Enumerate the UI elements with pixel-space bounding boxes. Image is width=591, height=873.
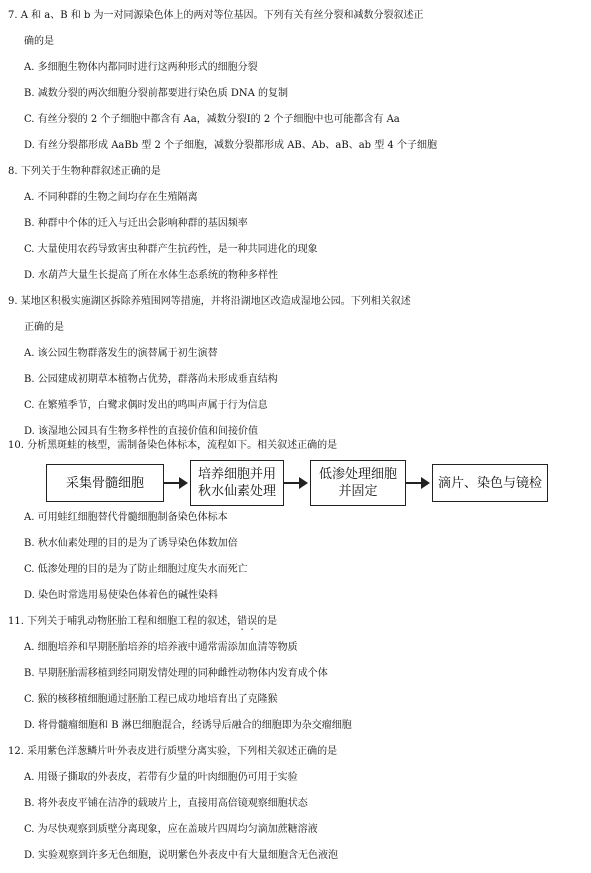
- question-9-option-d: D. 该湿地公园具有生物多样性的直接价值和间接价值: [24, 426, 259, 437]
- flow-step-2-line1: 培养细胞并用: [197, 467, 276, 482]
- question-12-option-c: C. 为尽快观察到质壁分离现象，应在盖玻片四周均匀滴加蔗糖溶液: [24, 824, 318, 835]
- question-11-stem-emphasis: 错误: [237, 616, 258, 627]
- flow-step-4-label: 滴片、染色与镜检: [437, 475, 542, 491]
- question-8-option-a: A. 不同种群的生物之间均存在生殖隔离: [24, 192, 198, 203]
- question-9-option-c: C. 在繁殖季节，白鹭求偶时发出的鸣叫声属于行为信息: [24, 400, 268, 411]
- question-7-option-c: C. 有丝分裂的 2 个子细胞中都含有 Aa，减数分裂Ⅰ的 2 个子细胞中也可能都含有 Aa: [24, 114, 400, 125]
- question-12-stem: 12. 采用紫色洋葱鳞片叶外表皮进行质壁分离实验，下列相关叙述正确的是: [8, 746, 338, 757]
- question-12-option-a: A. 用镊子撕取的外表皮，若带有少量的叶肉细胞仍可用于实验: [24, 772, 298, 783]
- question-11-stem-pre: 11. 下列关于哺乳动物胚胎工程和细胞工程的叙述，: [8, 616, 238, 627]
- question-7-stem-line2: 确的是: [24, 36, 54, 47]
- question-7-option-d: D. 有丝分裂都形成 AaBb 型 2 个子细胞，减数分裂都形成 AB、Ab、aB、ab 型 4 个子细胞: [24, 140, 437, 151]
- question-12-option-d: D. 实验观察到许多无色细胞，说明紫色外表皮中有大量细胞含无色液泡: [24, 850, 339, 861]
- flow-step-2-line2: 秋水仙素处理: [197, 484, 276, 499]
- question-10-option-d: D. 染色时常选用易使染色体着色的碱性染料: [24, 590, 219, 601]
- question-7-option-a: A. 多细胞生物体内都同时进行这两种形式的细胞分裂: [24, 62, 258, 73]
- question-10-option-b: B. 秋水仙素处理的目的是为了诱导染色体数加倍: [24, 538, 238, 549]
- question-9-option-a: A. 该公园生物群落发生的演替属于初生演替: [24, 348, 218, 359]
- question-11-stem: [0, 612, 591, 633]
- flow-step-3-line1: 低渗处理细胞: [318, 467, 397, 482]
- question-11-stem-post: 的是: [257, 616, 278, 627]
- question-11-option-b: B. 早期胚胎需移植到经同期发情处理的同种雌性动物体内发育成个体: [24, 668, 328, 679]
- question-9-option-b: B. 公园建成初期草本植物占优势，群落尚未形成垂直结构: [24, 374, 278, 385]
- question-11-option-d: D. 将骨髓瘤细胞和 B 淋巴细胞混合，经诱导后融合的细胞即为杂交瘤细胞: [24, 720, 352, 731]
- flow-step-1: [46, 464, 164, 502]
- flow-arrow-3: [406, 482, 428, 484]
- question-7-stem-line1: 7. A 和 a、B 和 b 为一对同源染色体上的两对等位基因。下列有关有丝分裂和减数分裂叙述正: [8, 10, 424, 21]
- question-9-stem-line1: 9. 某地区积极实施湖区拆除养殖围网等措施，并将沿湖地区改造成湿地公园。下列相关叙述: [8, 296, 411, 307]
- flow-step-3-line2: 并固定: [338, 484, 378, 499]
- question-10-option-a: A. 可用蛙红细胞替代骨髓细胞制备染色体标本: [24, 512, 228, 523]
- flow-arrow-2: [284, 482, 306, 484]
- question-8-option-b: B. 种群中个体的迁入与迁出会影响种群的基因频率: [24, 218, 248, 229]
- flowchart: [0, 460, 591, 508]
- question-8-stem: 8. 下列关于生物种群叙述正确的是: [8, 166, 161, 177]
- flow-step-4: [432, 464, 548, 502]
- flow-step-2: [190, 460, 284, 506]
- question-7-option-b: B. 减数分裂的两次细胞分裂前都要进行染色质 DNA 的复制: [24, 88, 289, 99]
- flow-arrow-1: [164, 482, 186, 484]
- question-10-stem: 10. 分析黑斑蛙的核型，需制备染色体标本，流程如下。相关叙述正确的是: [8, 440, 338, 451]
- question-10-option-c: C. 低渗处理的目的是为了防止细胞过度失水而死亡: [24, 564, 248, 575]
- question-8-option-c: C. 大量使用农药导致害虫种群产生抗药性，是一种共同进化的现象: [24, 244, 318, 255]
- question-9-stem-line2: 正确的是: [24, 322, 64, 333]
- flow-step-1-label: 采集骨髓细胞: [65, 475, 144, 491]
- question-11-option-c: C. 猴的核移植细胞通过胚胎工程已成功地培育出了克隆猴: [24, 694, 278, 705]
- question-8-option-d: D. 水葫芦大量生长提高了所在水体生态系统的物种多样性: [24, 270, 279, 281]
- question-12-option-b: B. 将外表皮平铺在洁净的载玻片上，直接用高倍镜观察细胞状态: [24, 798, 308, 809]
- question-11-option-a: A. 细胞培养和早期胚胎培养的培养液中通常需添加血清等物质: [24, 642, 298, 653]
- flow-step-3: [310, 460, 406, 506]
